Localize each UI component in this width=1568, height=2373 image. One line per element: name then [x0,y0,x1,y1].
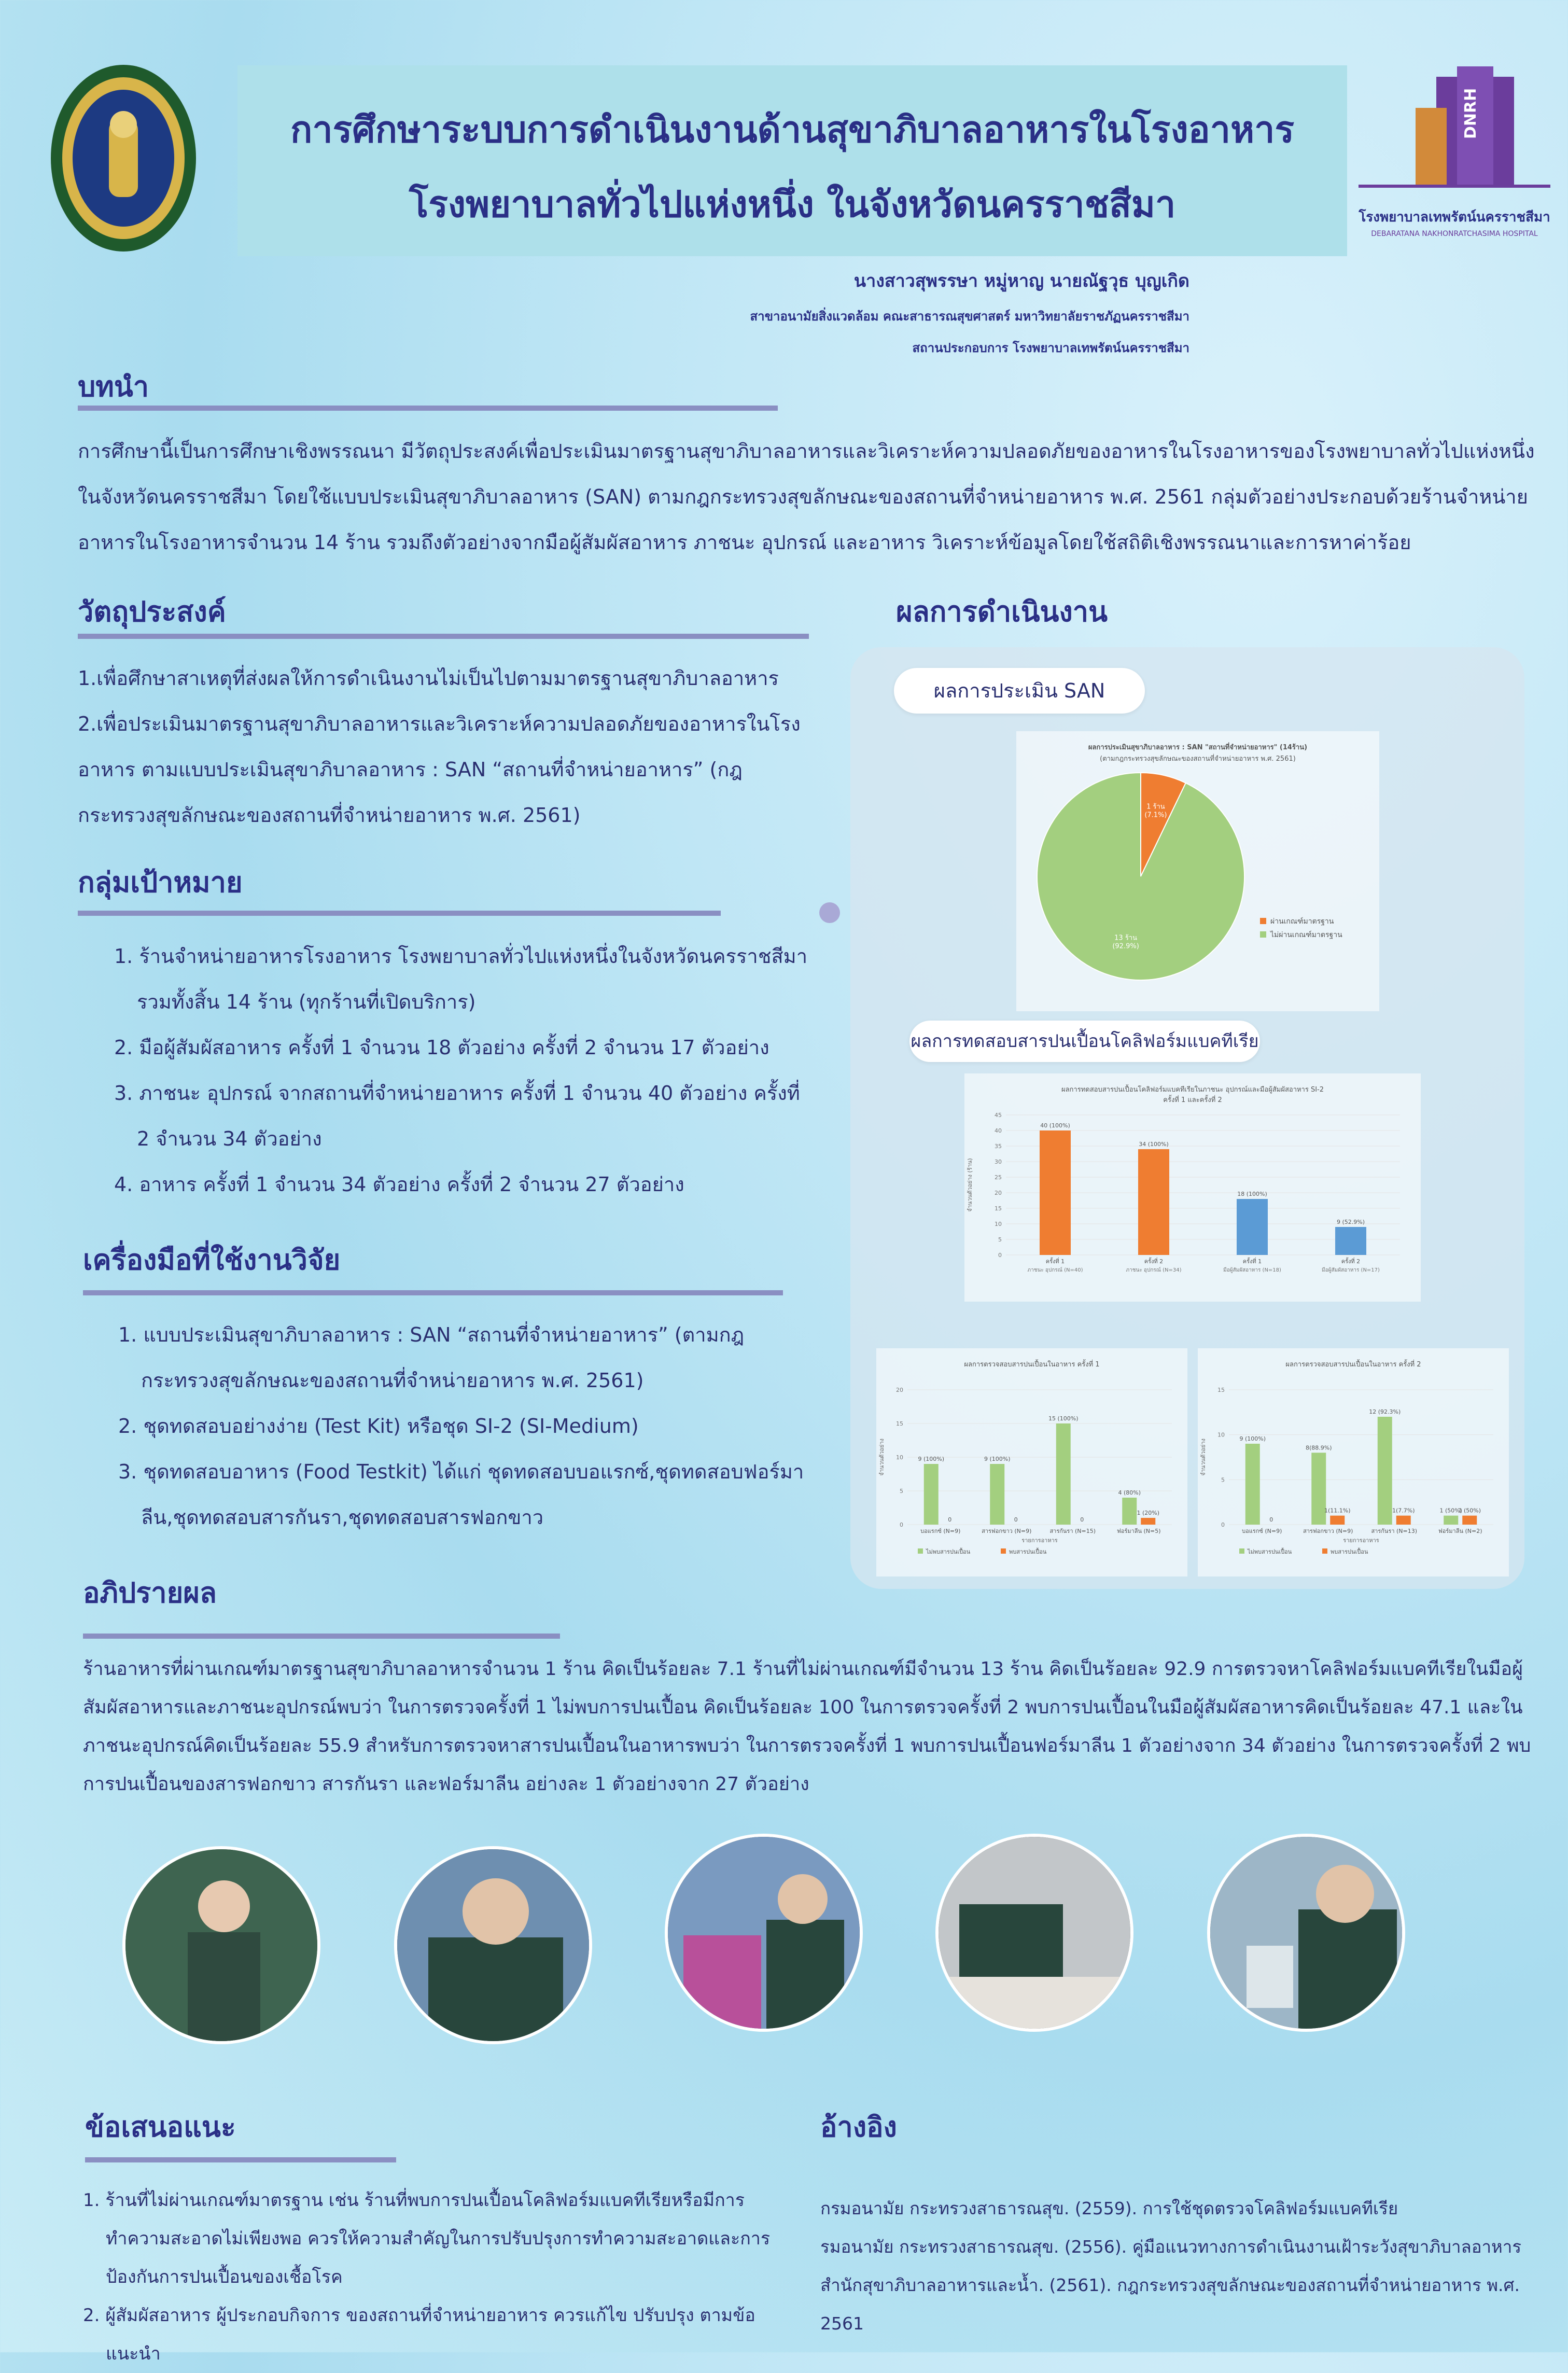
photo-3 [665,1834,863,2032]
photo-2 [394,1846,592,2044]
legend-label: ไม่ผ่านเกณฑ์มาตรฐาน [1270,931,1342,939]
bar-value-label: 9 (100%) [918,1456,945,1462]
bar-value-label: 0 [1080,1516,1084,1523]
pie-label-pct: (92.9%) [1112,942,1139,951]
y-tick-label: 10 [1217,1431,1225,1439]
bar-value-label: 40 (100%) [1040,1122,1070,1129]
y-tick-label: 5 [998,1236,1002,1243]
food1-title: ผลการตรวจสอบสารปนเปื้อนในอาหาร ครั้งที่ 1 [964,1361,1100,1369]
bar [1141,1518,1155,1525]
affiliation-1: สาขาอนามัยสิ่งแวดล้อม คณะสาธารณสุขศาสตร์ มหาวิทยาลัยราชภัฏนครราชสีมา [750,309,1189,324]
authors-block [750,267,1189,358]
suggestions-heading: ข้อเสนอแนะ [85,2110,236,2143]
x-sub-label: ภาชนะ อุปกรณ์ (N=40) [1027,1267,1083,1273]
x-axis-label: รายการอาหาร [1343,1537,1379,1544]
legend-label: ไม่พบสารปนเปื้อน [926,1548,971,1555]
y-tick-label: 45 [995,1112,1002,1119]
target-divider [78,911,721,916]
pie-label: 13 ร้าน [1114,934,1137,942]
pie-label-pct: (7.1%) [1144,811,1167,819]
bar-subtitle: ครั้งที่ 1 และครั้งที่ 2 [1163,1096,1222,1104]
y-tick-label: 15 [995,1205,1002,1212]
bar [924,1464,939,1525]
objectives-heading: วัตถุประสงค์ [78,595,226,628]
tools-heading: เครื่องมือที่ใช้งานวิจัย [83,1243,341,1276]
legend-swatch [1001,1548,1006,1554]
y-tick-label: 30 [995,1158,1002,1165]
x-sub-label: มือผู้สัมผัสอาหาร (N=17) [1322,1267,1380,1273]
legend-swatch [1260,931,1266,938]
bar [1462,1516,1477,1525]
intro-divider [78,406,778,411]
target-item: 1. ร้านจำหน่ายอาหารโรงอาหาร โรงพยาบาลทั่วไปแห่งหนึ่งในจังหวัดนครราชสีมา รวมทั้งสิ้น 14 ร้าน (ทุกร้านที่เปิดบริการ) [114,945,808,1013]
target-item: 4. อาหาร ครั้งที่ 1 จำนวน 34 ตัวอย่าง ครั้งที่ 2 จำนวน 27 ตัวอย่าง [114,1173,684,1196]
san-pie-chart [1016,731,1379,1011]
x-tick-label: บอแรกซ์ (N=9) [1242,1528,1282,1534]
food2-svg [1198,1369,1509,1576]
legend-label: พบสารปนเปื้อน [1009,1548,1047,1555]
reference-item: สำนักสุขาภิบาลอาหารและน้ำ. (2561). กฎกระทรวงสุขลักษณะของสถานที่จำหน่ายอาหาร พ.ศ. 2561 [820,2275,1520,2334]
tool-item: 3. ชุดทดสอบอาหาร (Food Testkit) ได้แก่ ชุดทดสอบบอแรกซ์,ชุดทดสอบฟอร์มาลีน,ชุดทดสอบสารกันรา,ชุดทดสอบสารฟอกขาว [118,1460,804,1529]
y-tick-label: 5 [900,1488,903,1495]
food2-title: ผลการตรวจสอบสารปนเปื้อนในอาหาร ครั้งที่ 2 [1285,1361,1421,1369]
photo-1 [122,1846,320,2044]
hospital-name-en: DEBARATANA NAKHONRATCHASIMA HOSPITAL [1371,230,1538,238]
hospital-name: โรงพยาบาลเทพรัตน์นครราชสีมา [1359,210,1550,225]
y-axis-label: จำนวนตัวอย่าง (ร้าน) [967,1158,973,1212]
x-tick-label: ครั้งที่ 2 [1341,1258,1361,1265]
coliform-bar-chart [964,1073,1421,1302]
y-tick-label: 25 [995,1174,1002,1181]
bar-value-label: 0 [1269,1516,1273,1523]
pie-title: ผลการประเมินสุขาภิบาลอาหาร : SAN "สถานที่จำหน่ายอาหาร" (14ร้าน) [1088,744,1308,751]
target-item: 2. มือผู้สัมผัสอาหาร ครั้งที่ 1 จำนวน 18 ตัวอย่าง ครั้งที่ 2 จำนวน 17 ตัวอย่าง [114,1036,769,1059]
x-tick-label: ครั้งที่ 2 [1144,1258,1164,1265]
y-axis-label: จำนวนตัวอย่าง [878,1439,885,1476]
reference-item: กรมอนามัย กระทรวงสาธารณสุข. (2559). การใช้ชุดตรวจโคลิฟอร์มแบคทีเรีย [820,2198,1398,2218]
x-sub-label: ภาชนะ อุปกรณ์ (N=34) [1126,1267,1182,1273]
bar-value-label: 9 (52.9%) [1336,1219,1365,1225]
tools-divider [83,1290,783,1295]
y-tick-label: 0 [1221,1521,1225,1528]
y-tick-label: 5 [1221,1476,1225,1484]
hospital-logo [1359,66,1550,238]
photo-4 [935,1834,1133,2032]
x-tick-label: บอแรกซ์ (N=9) [920,1528,961,1534]
food1-svg [876,1369,1187,1576]
x-tick-label: ครั้งที่ 1 [1242,1258,1262,1265]
legend-swatch [1322,1548,1327,1554]
suggestions-list [83,2181,809,2373]
x-tick-label: ฟอร์มาลีน (N=2) [1438,1528,1482,1534]
x-tick-label: สารกันรา (N=15) [1049,1528,1096,1534]
x-tick-label: สารกันรา (N=13) [1371,1528,1418,1534]
bar-value-label: 1(7.7%) [1392,1507,1415,1514]
university-logo [48,62,199,254]
y-tick-label: 0 [900,1521,903,1528]
bar [1335,1227,1366,1255]
bar [1056,1423,1071,1525]
y-tick-label: 15 [1217,1387,1225,1393]
bar-value-label: 9 (100%) [1239,1435,1266,1442]
bar-value-label: 0 [948,1516,952,1523]
bar-value-label: 12 (92.3%) [1369,1408,1401,1415]
pie-svg [1016,762,1379,1011]
bar-title: ผลการทดสอบสารปนเปื้อนโคลิฟอร์มแบคทีเรียในภาชนะ อุปกรณ์และมือผู้สัมผัสอาหาร SI-2 [1061,1086,1324,1094]
decor-dot [819,902,840,923]
hospital-badge: DNRH [1462,88,1480,139]
bar [1444,1516,1458,1525]
legend-label: ไม่พบสารปนเปื้อน [1248,1548,1292,1555]
bar [1040,1130,1071,1255]
x-axis-label: รายการอาหาร [1021,1537,1058,1544]
y-tick-label: 40 [995,1127,1002,1134]
bar-value-label: 1(11.1%) [1324,1507,1351,1514]
bar [1138,1149,1169,1255]
bar [1237,1199,1268,1255]
suggestions-divider [85,2157,396,2162]
x-tick-label: ฟอร์มาลีน (N=5) [1116,1528,1161,1534]
title-line-1: การศึกษาระบบการดำเนินงานด้านสุขาภิบาลอาหารในโรงอาหาร [290,108,1295,151]
legend-swatch [1239,1548,1244,1554]
legend-label: ผ่านเกณฑ์มาตรฐาน [1270,917,1334,926]
y-axis-label: จำนวนตัวอย่าง [1200,1439,1207,1476]
y-tick-label: 20 [995,1190,1002,1196]
tools-list [118,1312,808,1540]
intro-heading: บทนำ [78,370,149,403]
pie-slice [1037,773,1244,980]
suggestion-item: 1. ร้านที่ไม่ผ่านเกณฑ์มาตรฐาน เช่น ร้านที่พบการปนเปื้อนโคลิฟอร์มแบคทีเรียหรือมีการทำความสะอาดไม่เพียงพอ ควรให้ความสำคัญในการปรับปรุงการทำความสะอาดและการป้องกันการปนเปื้อนของเชื้อโรค [83,2190,771,2287]
legend-swatch [918,1548,923,1554]
pill-san: ผลการประเมิน SAN [894,668,1145,714]
objectives-divider [78,634,809,639]
pie-label: 1 ร้าน [1146,803,1165,811]
reference-list [820,2189,1557,2343]
discussion-divider [83,1634,560,1639]
bar-value-label: 1 (50%) [1458,1507,1481,1514]
bar-value-label: 1 (20%) [1137,1510,1160,1516]
bar-value-label: 1 (50%) [1439,1507,1463,1514]
bar-value-label: 9 (100%) [984,1456,1011,1462]
bar-value-label: 0 [1014,1516,1018,1523]
reference-item: รมอนามัย กระทรวงสาธารณสุข. (2556). คู่มือแนวทางการดำเนินงานเฝ้าระวังสุขาภิบาลอาหาร [820,2237,1522,2257]
affiliation-2: สถานประกอบการ โรงพยาบาลเทพรัตน์นครราชสีมา [912,341,1189,355]
y-tick-label: 35 [995,1143,1002,1150]
title-banner [237,65,1347,256]
target-item: 3. ภาชนะ อุปกรณ์ จากสถานที่จำหน่ายอาหาร ครั้งที่ 1 จำนวน 40 ตัวอย่าง ครั้งที่ 2 จำนวน 34 ตัวอย่าง [114,1082,800,1150]
bar [1330,1516,1345,1525]
x-tick-label: สารฟอกขาว (N=9) [1303,1528,1353,1534]
pill-coliform: ผลการทดสอบสารปนเปื้อนโคลิฟอร์มแบคทีเรีย [909,1021,1260,1062]
y-tick-label: 20 [896,1387,903,1393]
y-tick-label: 0 [998,1252,1002,1259]
bar [1378,1417,1392,1525]
bar-value-label: 18 (100%) [1237,1191,1267,1197]
intro-text: การศึกษานี้เป็นการศึกษาเชิงพรรณนา มีวัตถุประสงค์เพื่อประเมินมาตรฐานสุขาภิบาลอาหารและวิเคราะห์ความปลอดภัยของอาหารในโรงอาหารของโรงพยาบาลทั่วไปแห่งหนึ่งในจังหวัดนครราชสีมา โดยใช้แบบประเมินสุขาภิบาลอาหาร (SAN) ตามกฎกระทรวงสุขลักษณะของสถานที่จำหน่ายอาหาร พ.ศ. 2561 กลุ่มตัวอย่างประกอบด้วยร้านจำหน่ายอาหารในโรงอาหารจำนวน 14 ร้าน รวมถึงตัวอย่างจากมือผู้สัมผัสอาหาร ภาชนะ อุปกรณ์ และอาหาร วิเคราะห์ข้อมูลโดยใช้สถิติเชิงพรรณนาและการหาค่าร้อย [78,440,1535,554]
suggestion-item: 2. ผู้สัมผัสอาหาร ผู้ประกอบกิจการ ของสถานที่จำหน่ายอาหาร ควรแก้ไข ปรับปรุง ตามข้อแนะนำ [83,2305,755,2364]
y-tick-label: 10 [995,1221,1002,1227]
discussion-text: ร้านอาหารที่ผ่านเกณฑ์มาตรฐานสุขาภิบาลอาหารจำนวน 1 ร้าน คิดเป็นร้อยละ 7.1 ร้านที่ไม่ผ่านเกณฑ์มีจำนวน 13 ร้าน คิดเป็นร้อยละ 92.9 การตรวจหาโคลิฟอร์มแบคทีเรียในมือผู้สัมผัสอาหารและภาชนะอุปกรณ์พบว่า ในการตรวจครั้งที่ 1 ไม่พบการปนเปื้อน คิดเป็นร้อยละ 100 ในการตรวจครั้งที่ 2 พบการปนเปื้อนในมือผู้สัมผัสอาหารคิดเป็นร้อยละ 47.1 และในภาชนะอุปกรณ์คิดเป็นร้อยละ 55.9 สำหรับการตรวจหาสารปนเปื้อนในอาหารพบว่า ในการตรวจครั้งที่ 1 พบการปนเปื้อนฟอร์มาลีน 1 ตัวอย่างจาก 34 ตัวอย่าง ในการตรวจครั้งที่ 2 พบการปนเปื้อนของสารฟอกขาว สารกันรา และฟอร์มาลีน อย่างละ 1 ตัวอย่างจาก 27 ตัวอย่าง [83,1658,1531,1795]
bar-value-label: 34 (100%) [1139,1141,1169,1148]
tool-item: 2. ชุดทดสอบอย่างง่าย (Test Kit) หรือชุด SI-2 (SI-Medium) [118,1415,639,1437]
food-round1-chart [876,1348,1187,1576]
x-tick-label: ครั้งที่ 1 [1045,1258,1065,1265]
pie-subtitle: (ตามกฎกระทรวงสุขลักษณะของสถานที่จำหน่ายอาหาร พ.ศ. 2561) [1100,755,1296,763]
bar-svg [964,1105,1421,1302]
y-tick-label: 10 [896,1454,903,1461]
results-heading: ผลการดำเนินงาน [896,595,1108,628]
x-tick-label: สารฟอกขาว (N=9) [982,1528,1032,1534]
photo-5 [1207,1834,1405,2032]
references-heading: อ้างอิง [820,2110,897,2143]
food-round2-chart [1198,1348,1509,1576]
y-tick-label: 15 [896,1420,903,1427]
bar [1122,1498,1137,1525]
legend-label: พบสารปนเปื้อน [1331,1548,1368,1555]
objectives-text: 1.เพื่อศึกษาสาเหตุที่ส่งผลให้การดำเนินงานไม่เป็นไปตามมาตรฐานสุขาภิบาลอาหาร 2.เพื่อประเมินมาตรฐานสุขาภิบาลอาหารและวิเคราะห์ความปลอดภัยของอาหารในโรงอาหาร ตามแบบประเมินสุขาภิบาลอาหาร : SAN “สถานที่จำหน่ายอาหาร” (กฎกระทรวงสุขลักษณะของสถานที่จำหน่ายอาหาร พ.ศ. 2561) [78,667,801,827]
bar-value-label: 15 (100%) [1048,1415,1079,1422]
bar [1396,1516,1411,1525]
x-sub-label: มือผู้สัมผัสอาหาร (N=18) [1223,1267,1281,1273]
author-names: นางสาวสุพรรษา หมู่หาญ นายณัฐวุธ บุญเกิด [853,271,1189,291]
bar [1245,1444,1260,1525]
legend-swatch [1260,918,1266,924]
title-line-2: โรงพยาบาลทั่วไปแห่งหนึ่ง ในจังหวัดนครราชสีมา [409,183,1176,226]
bar [990,1464,1004,1525]
discussion-heading: อภิปรายผล [83,1576,217,1609]
target-heading: กลุ่มเป้าหมาย [78,866,243,899]
bar-value-label: 4 (80%) [1118,1489,1141,1496]
bar-value-label: 8(88.9%) [1305,1444,1332,1451]
tool-item: 1. แบบประเมินสุขาภิบาลอาหาร : SAN “สถานที่จำหน่ายอาหาร” (ตามกฎกระทรวงสุขลักษณะของสถานที่จำหน่ายอาหาร พ.ศ. 2561) [118,1323,745,1392]
target-list [114,933,809,1207]
